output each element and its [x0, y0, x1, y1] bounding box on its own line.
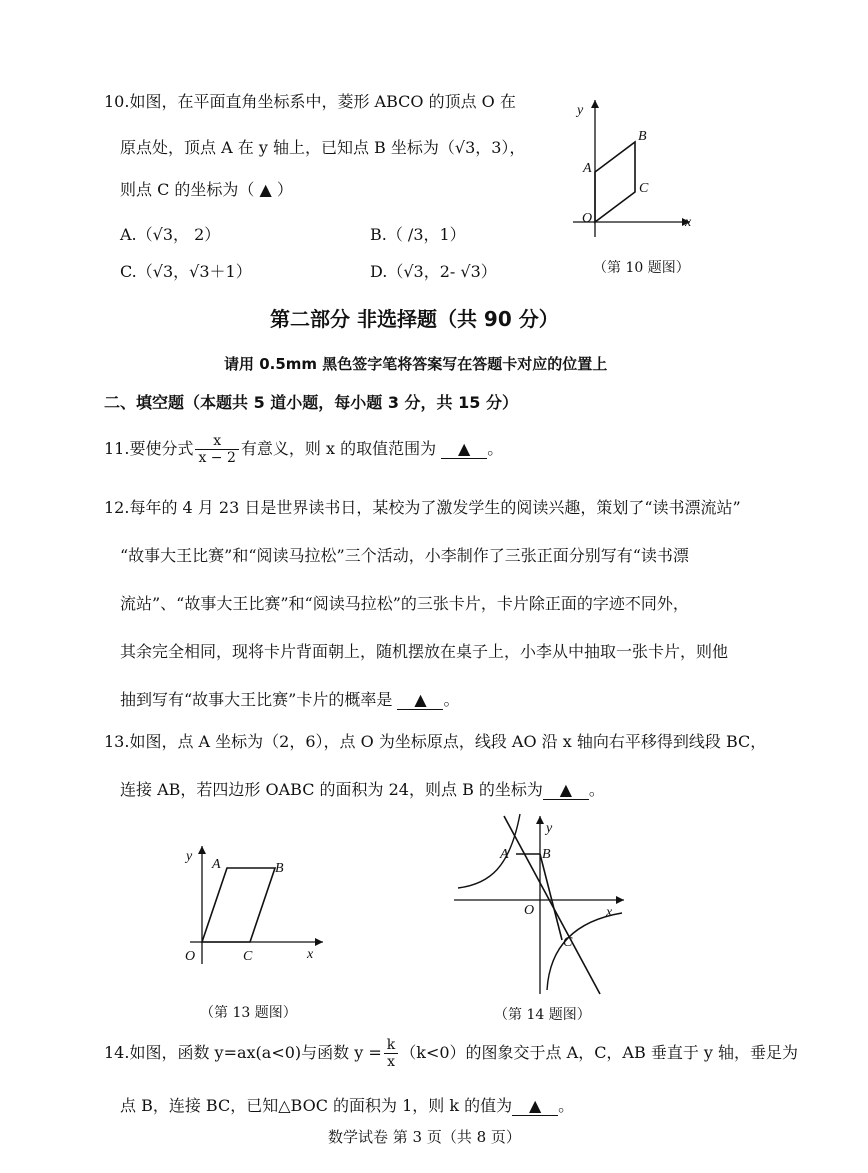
point-a-label: A — [212, 857, 221, 872]
part-two-title: 第二部分 非选择题（共 90 分） — [270, 307, 559, 331]
q13-figure-caption: （第 13 题图） — [200, 1005, 297, 1021]
q10-option-a: A.（√3， 2） — [120, 225, 221, 244]
point-c-label: C — [639, 181, 649, 196]
point-b-label: B — [542, 847, 551, 862]
q13-figure — [175, 840, 335, 970]
q13-line-2 — [120, 780, 605, 800]
y-axis-label: y — [546, 821, 553, 836]
q11-prefix: 11.要使分式 — [104, 439, 194, 458]
answer-marker: ▲ — [543, 781, 589, 800]
q10-figure — [565, 92, 715, 242]
point-c-label: C — [243, 949, 253, 964]
q11-end: 。 — [487, 439, 504, 458]
q13-end: 。 — [588, 780, 605, 799]
answer-marker: ▲ — [259, 180, 272, 199]
x-axis-label: x — [307, 947, 314, 962]
q12-end: 。 — [443, 690, 460, 709]
y-axis-label: y — [577, 103, 584, 118]
answer-marker: ▲ — [512, 1097, 558, 1116]
section-two-heading: 二、填空题（本题共 5 道小题，每小题 3 分，共 15 分） — [104, 393, 518, 412]
q14-line-2-text: 点 B，连接 BC，已知△BOC 的面积为 1，则 k 的值为 — [120, 1096, 513, 1115]
point-a-label: A — [500, 847, 509, 862]
q14-suffix: （k<0）的图象交于点 A，C，AB 垂直于 y 轴，垂足为 — [400, 1043, 799, 1062]
part-two-instruction: 请用 0.5mm 黑色签字笔将答案写在答题卡对应的位置上 — [224, 355, 608, 373]
page-footer: 数学试卷 第 3 页（共 8 页） — [328, 1128, 521, 1146]
q11-numerator: x — [195, 433, 238, 450]
q12-line-3: 流站”、“故事大王比赛”和“阅读马拉松”的三张卡片，卡片除正面的字迹不同外， — [120, 594, 689, 613]
q12-line-1: 12.每年的 4 月 23 日是世界读书日，某校为了激发学生的阅读兴趣，策划了“读书漂流站” — [104, 498, 741, 517]
q14-denominator: x — [387, 1054, 395, 1070]
q12-line-5-text: 抽到写有“故事大王比赛”卡片的概率是 — [120, 690, 393, 709]
q14-line-1 — [104, 1034, 798, 1072]
y-axis-label: y — [186, 849, 193, 864]
q10-option-b: B.（ /3，1） — [370, 225, 466, 244]
q14-numerator: k — [384, 1037, 398, 1054]
q11-suffix: 有意义，则 x 的取值范围为 — [240, 439, 437, 458]
q12-line-2: “故事大王比赛”和“阅读马拉松”三个活动，小李制作了三张正面分别写有“读书漂 — [120, 546, 689, 565]
point-o-label: O — [524, 903, 535, 918]
q13-line-1: 13.如图，点 A 坐标为（2，6），点 O 为坐标原点，线段 AO 沿 x 轴向右平移得到线段 BC， — [104, 732, 767, 751]
x-axis-label: x — [606, 905, 613, 920]
q11-fraction — [195, 433, 238, 466]
q10-line-1: 10.如图，在平面直角坐标系中，菱形 ABCO 的顶点 O 在 — [104, 92, 516, 111]
q10-option-d: D.（√3，2- √3） — [370, 262, 497, 281]
q13-line-2-text: 连接 AB，若四边形 OABC 的面积为 24，则点 B 的坐标为 — [120, 780, 543, 799]
q12-line-5 — [120, 690, 459, 710]
q10-figure-caption: （第 10 题图） — [593, 260, 690, 276]
answer-marker: ▲ — [397, 691, 443, 710]
q11-line — [104, 430, 503, 468]
q14-end: 。 — [558, 1096, 575, 1115]
q14-prefix: 14.如图，函数 y=ax(a<0)与函数 y = — [104, 1043, 382, 1062]
point-a-label: A — [583, 161, 592, 176]
point-c-label: C — [563, 935, 573, 950]
q14-line-2 — [120, 1096, 574, 1116]
point-b-label: B — [275, 861, 284, 876]
q10-stem-text: 则点 C 的坐标为（ — [120, 180, 255, 199]
q10-option-c: C.（√3，√3＋1） — [120, 262, 252, 281]
q10-stem-tail: ） — [276, 180, 293, 199]
q14-figure-caption: （第 14 题图） — [494, 1007, 591, 1023]
q10-line-2: 原点处，顶点 A 在 y 轴上，已知点 B 坐标为（√3，3）， — [120, 138, 526, 157]
x-axis-label: x — [685, 215, 692, 230]
point-b-label: B — [638, 129, 647, 144]
q14-figure — [450, 812, 630, 997]
q10-line-3 — [120, 180, 293, 200]
q14-fraction — [384, 1037, 398, 1070]
point-o-label: O — [185, 949, 196, 964]
answer-marker: ▲ — [441, 440, 487, 459]
q12-line-4: 其余完全相同，现将卡片背面朝上，随机摆放在桌子上，小李从中抽取一张卡片，则他 — [120, 642, 729, 661]
q11-denominator: x − 2 — [198, 450, 236, 466]
point-o-label: O — [582, 211, 593, 226]
